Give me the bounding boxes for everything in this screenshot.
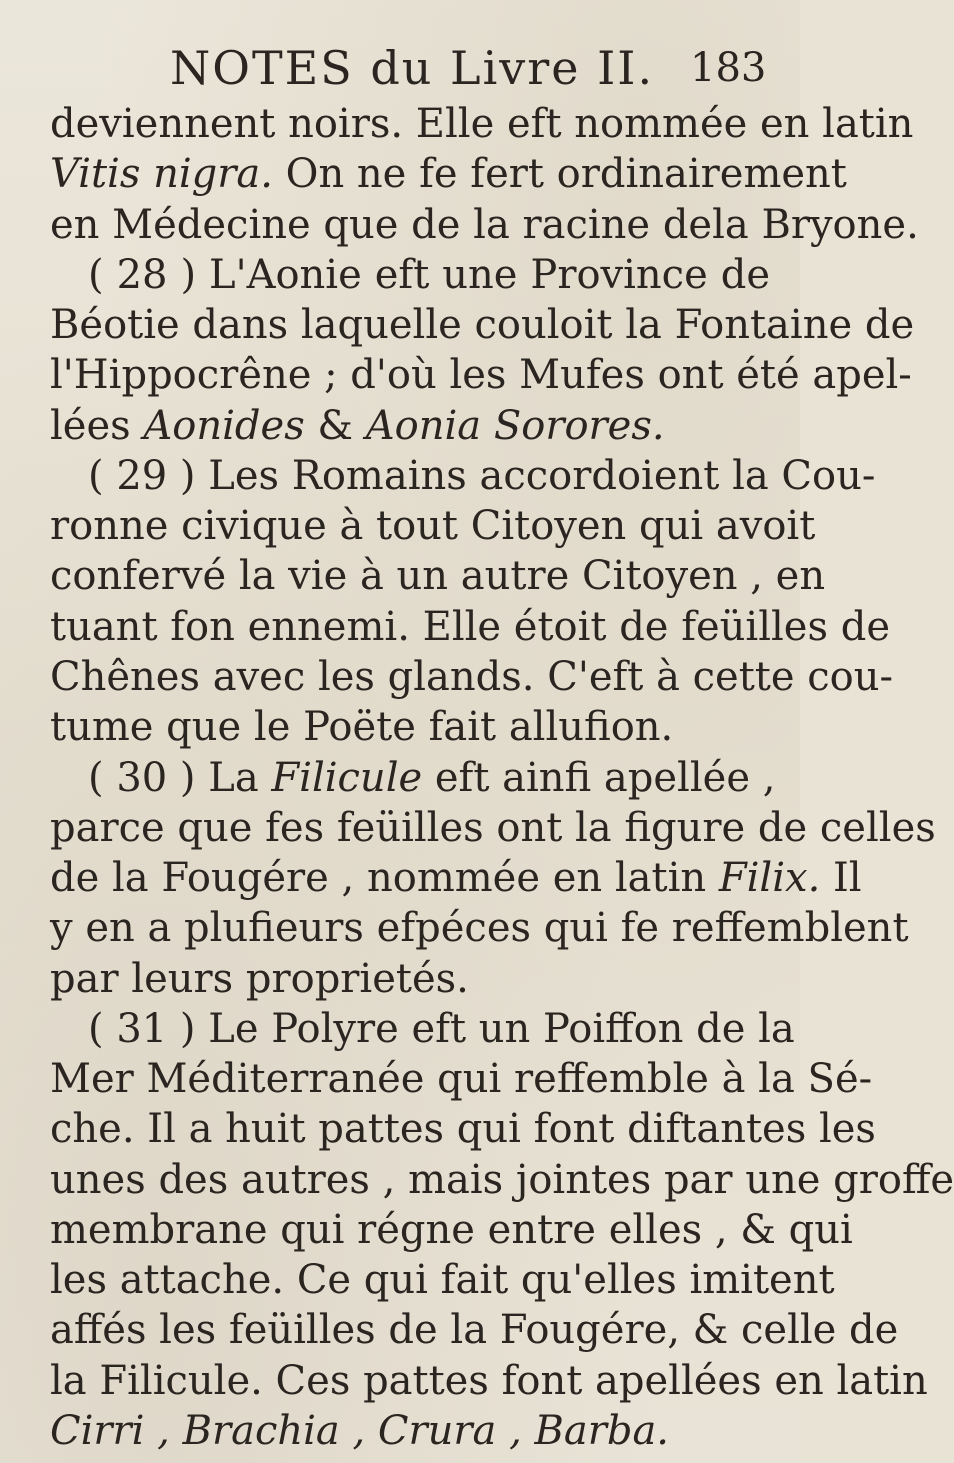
text-line: par leurs proprietés. xyxy=(50,955,469,1002)
text-line: tume que le Poëte fait allufion. xyxy=(50,704,674,751)
text-line: ronne civique à tout Citoyen qui avoit xyxy=(50,503,816,550)
text-line-segment: On ne fe fert ordinairement xyxy=(272,151,847,198)
text-line-segment: eft ainfi apellée , xyxy=(422,754,776,801)
text-line: les attache. Ce qui fait qu'elles imitent xyxy=(50,1257,835,1304)
text-line xyxy=(50,146,847,202)
text-line: parce que fes feüilles ont la figure de celles xyxy=(50,804,936,851)
text-line xyxy=(50,850,862,906)
running-head: NOTES du Livre II. xyxy=(170,41,655,95)
note-28-start: ( 28 ) L'Aonie eft une Province de xyxy=(88,251,770,298)
text-line: l'Hippocrêne ; d'où les Mufes ont été apel- xyxy=(50,352,912,399)
text-line-segment: & xyxy=(304,402,366,449)
text-line: che. Il a huit pattes qui font diftantes les xyxy=(50,1106,876,1153)
page-number: 183 xyxy=(690,45,767,91)
text-line-segment: ( 30 ) La xyxy=(88,754,272,801)
text-line: membrane qui régne entre elles , & qui xyxy=(50,1206,853,1253)
text-line-segment: Il xyxy=(820,855,862,902)
text-line-italic: Filicule xyxy=(271,754,423,801)
text-line-italic: Aonides xyxy=(143,402,305,449)
text-line: en Médecine que de la racine dela Bryone. xyxy=(50,201,919,248)
text-line-segment: lées xyxy=(50,402,144,449)
text-line-final: Cirri , Brachia , Crura , Barba. xyxy=(50,1408,670,1454)
text-line: deviennent noirs. Elle eft nommée en latin xyxy=(50,101,914,147)
text-line: confervé la vie à un autre Citoyen , en xyxy=(50,553,826,600)
text-line: affés les feüilles de la Fougére, & celle de xyxy=(50,1307,899,1354)
note-30-start xyxy=(88,750,776,806)
text-line-segment: de la Fougére , nommée en latin xyxy=(50,855,719,902)
text-line-italic: Aonia Sorores. xyxy=(365,402,665,449)
text-line xyxy=(50,398,770,454)
text-line: unes des autres , mais jointes par une groffe xyxy=(50,1156,954,1203)
text-line: Béotie dans laquelle couloit la Fontaine de xyxy=(50,302,915,349)
text-line-italic: Vitis nigra. xyxy=(50,151,273,198)
text-line: y en a plufieurs efpéces qui fe reffemblent xyxy=(50,905,909,952)
note-31-start: ( 31 ) Le Polyre eft un Poiffon de la xyxy=(88,1005,795,1052)
text-line: tuant fon ennemi. Elle étoit de feüilles de xyxy=(50,603,890,650)
text-line: Mer Méditerranée qui reffemble à la Sé- xyxy=(50,1056,873,1103)
text-line: la Filicule. Ces pattes font apellées en latin xyxy=(50,1357,928,1404)
note-29-start: ( 29 ) Les Romains accordoient la Cou- xyxy=(88,452,876,499)
text-line-italic: Filix. xyxy=(718,855,821,902)
text-line: Chênes avec les glands. C'eft à cette cou- xyxy=(50,653,894,700)
page-header xyxy=(0,40,800,96)
